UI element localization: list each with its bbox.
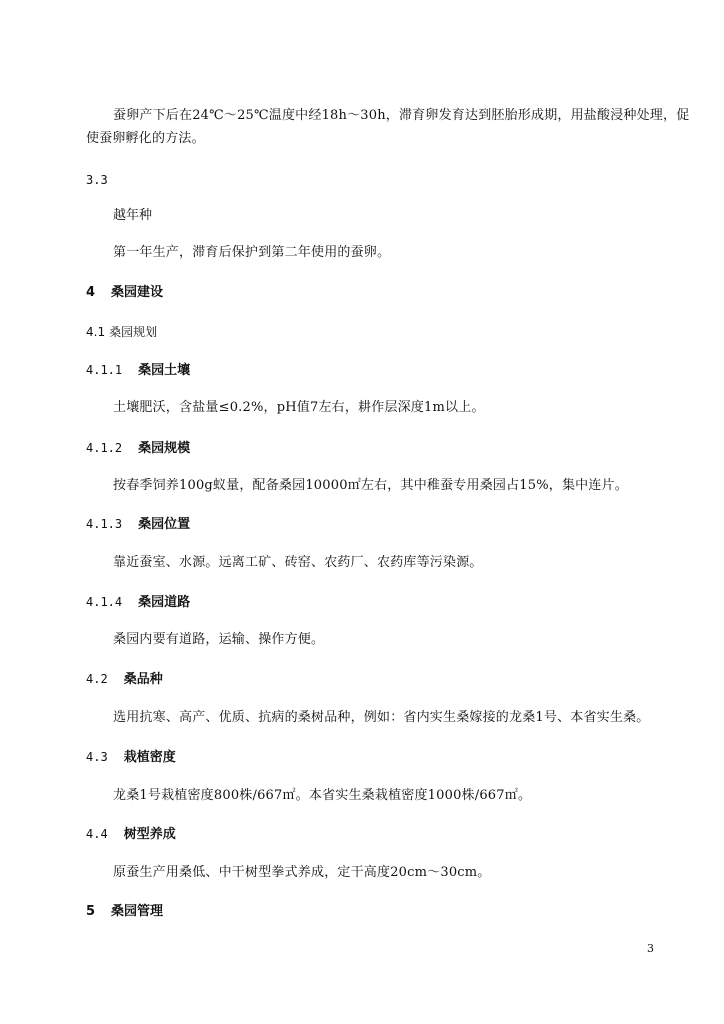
section-number: 4 [86,285,96,300]
section-number: 4.4 [86,827,108,841]
section-number: 4.1.2 [86,441,123,455]
section-title: 树型养成 [123,827,176,842]
section-heading-4 [86,285,163,301]
section-title: 桑园管理 [111,904,164,919]
term-title: 越年种 [113,208,153,223]
paragraph-line: 选用抗寒、高产、优质、抗病的桑树品种，例如：省内实生桑嫁接的龙桑1号、本省实生桑。 [113,710,650,725]
paragraph-line: 靠近蚕室、水源。远离工矿、砖窑、农药厂、农药库等污染源。 [113,555,483,570]
section-title: 桑园位置 [138,517,191,532]
paragraph-line: 使蚕卵孵化的方法。 [86,131,205,146]
section-heading-5 [86,904,163,920]
section-number: 4.3 [86,750,108,764]
section-title: 桑园道路 [138,595,191,610]
section-number-3-3: 3.3 [86,173,108,187]
paragraph-line: 桑园内要有道路，运输、操作方便。 [113,632,325,647]
section-heading-4-1-1 [86,362,190,379]
section-number: 5 [86,904,96,919]
section-heading-4-1-3 [86,516,190,533]
section-heading-4-1 [86,324,157,340]
section-title: 桑园规划 [109,325,158,339]
section-heading-4-1-2 [86,440,190,457]
section-number: 4.1.1 [86,363,123,377]
section-title: 栽植密度 [123,750,176,765]
section-title: 桑园规模 [138,441,191,456]
section-number: 4.1.4 [86,595,123,609]
section-heading-4-2 [86,671,163,688]
section-number: 4.2 [86,672,108,686]
paragraph-line: 土壤肥沃，含盐量≤0.2%，pH值7左右，耕作层深度1m以上。 [113,400,485,415]
paragraph-line: 蚕卵产下后在24℃～25℃温度中经18h～30h，滞育卵发育达到胚胎形成期，用盐酸浸种处理，促 [113,108,690,123]
paragraph-line: 龙桑1号栽植密度800株/667㎡。本省实生桑栽植密度1000株/667㎡。 [113,788,532,803]
section-number: 4.1 [86,325,106,339]
term-definition: 第一年生产，滞育后保护到第二年使用的蚕卵。 [113,245,391,260]
section-heading-4-1-4 [86,594,190,611]
page-number: 3 [647,942,654,955]
section-title: 桑园土壤 [138,363,191,378]
section-heading-4-4 [86,826,176,843]
paragraph-line: 按春季饲养100g蚁量，配备桑园10000㎡左右，其中稚蚕专用桑园占15%，集中连片。 [113,478,628,493]
paragraph-line: 原蚕生产用桑低、中干树型拳式养成，定干高度20cm～30cm。 [113,865,491,880]
section-title: 桑园建设 [111,285,164,300]
section-number: 4.1.3 [86,517,123,531]
section-title: 桑品种 [123,672,163,687]
section-heading-4-3 [86,749,176,766]
